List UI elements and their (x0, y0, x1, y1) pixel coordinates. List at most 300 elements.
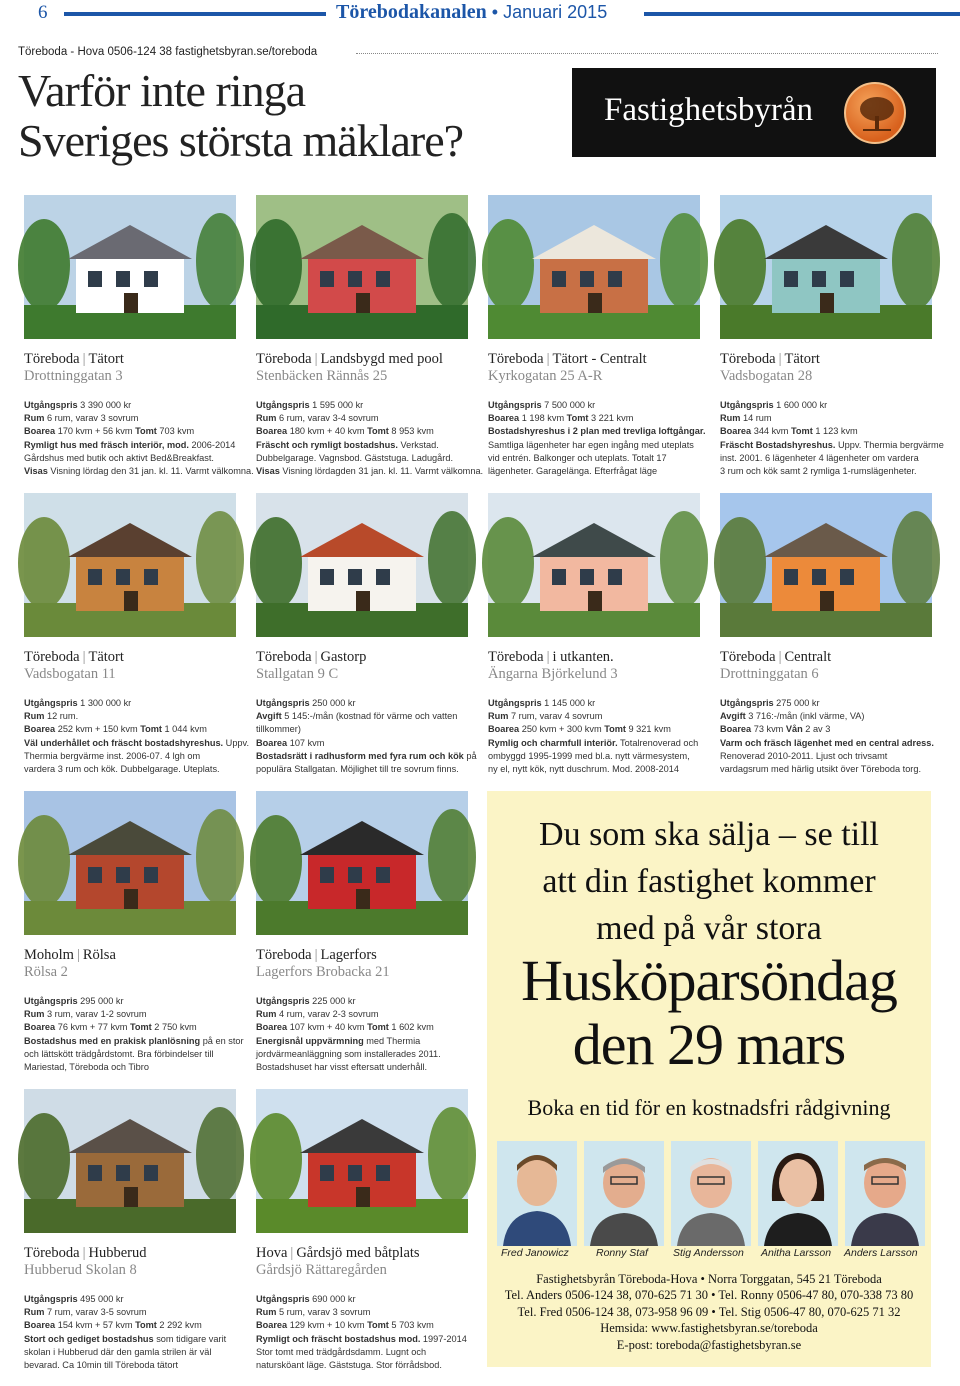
issue-date: Januari 2015 (503, 2, 608, 22)
detail-label: Tomt (140, 724, 162, 735)
detail-line (720, 723, 932, 736)
listing-place: Töreboda (488, 649, 544, 665)
detail-label: Boarea (24, 1320, 56, 1331)
detail-line (24, 465, 254, 478)
detail-line (24, 452, 236, 465)
title-separator: | (82, 1245, 86, 1261)
listing-card (488, 493, 700, 776)
listing-area: Landsbygd med pool (320, 351, 443, 367)
detail-line (256, 439, 468, 452)
detail-label: Fräscht Bostadshyreshus. (720, 439, 836, 450)
detail-label: Bostadsrätt i radhusform med fyra rum och kök (256, 750, 464, 761)
detail-text: 5 145:-/mån (kostnad för värme och vatten (281, 711, 458, 722)
detail-line (256, 452, 468, 465)
detail-text: 2006-2014 (188, 439, 236, 450)
detail-text: Gårdshus med butik och aktivt Bed&Breakfast. (24, 452, 214, 463)
promo-cta: Boka en tid för en kostnadsfri rådgivning (527, 1095, 891, 1120)
listing-details (24, 399, 254, 478)
detail-line (24, 425, 236, 438)
contact-line: Tel. Anders 0506-124 38, 070-625 71 30 • Tel. Ronny 0506-47 80, 070-338 73 80 (504, 1288, 914, 1303)
detail-line (256, 1306, 468, 1319)
detail-line (24, 697, 236, 710)
detail-line (488, 750, 700, 763)
detail-line (24, 763, 236, 776)
detail-text: 76 kvm + 77 kvm (55, 1022, 130, 1033)
detail-line (720, 710, 932, 723)
listing-details (24, 1293, 236, 1372)
detail-text: 14 rum (740, 413, 772, 424)
detail-line (720, 763, 932, 776)
detail-line (24, 737, 249, 750)
detail-line (488, 710, 700, 723)
property-photo (24, 791, 236, 935)
listing-address: Drottninggatan 6 (720, 666, 819, 682)
detail-line (24, 1319, 236, 1332)
detail-text: 250 000 kr (309, 698, 356, 708)
detail-label: Rymligt och fräscht bostadshus mod. (256, 1333, 421, 1344)
title-separator: | (546, 649, 550, 665)
listing-details (720, 697, 932, 776)
detail-label: Stort och gediget bostadshus (24, 1333, 154, 1344)
detail-text: 1 300 000 kr (77, 698, 132, 708)
detail-text: vardera 3 rum och kök. Dubbelgarage. Uteplats. (24, 764, 220, 775)
detail-text: 3 rum, varav 1-2 sovrum (44, 1009, 147, 1020)
website-link[interactable]: Hemsida: www.fastighetsbyran.se/toreboda (600, 1321, 818, 1336)
agent-photo (584, 1141, 664, 1246)
listing-area: Lagerfors (320, 947, 377, 963)
detail-line (256, 1035, 468, 1048)
detail-text: 180 kvm + 40 kvm (287, 426, 368, 437)
listing-details (24, 697, 249, 776)
detail-text: 2 292 kvm (156, 1320, 202, 1331)
detail-line (256, 737, 468, 750)
detail-text: Dubbelgarage. Vagnsbod. Gäststuga. Ladugård. (256, 452, 453, 463)
email-link[interactable]: E-post: toreboda@fastighetsbyran.se (616, 1337, 802, 1352)
detail-text: vid entrén. Balkonger och uteplats. Totalt 17 (488, 452, 667, 463)
detail-label: Bostadshus med en prakisk planlösning (24, 1035, 201, 1046)
detail-text: Bostadshuset har visst eftersatt underhåll. (256, 1062, 428, 1073)
detail-label: Rum (24, 413, 45, 424)
detail-text: Verkstad. (397, 439, 439, 450)
detail-text: Mariestad, Töreboda och Tibro (24, 1062, 149, 1073)
detail-label: Utgångspris (256, 698, 310, 708)
headline-line-2: Sveriges största mäklare? (18, 115, 464, 166)
detail-text: 295 000 kr (77, 996, 124, 1006)
detail-line (720, 399, 932, 412)
detail-label: Boarea (256, 737, 288, 748)
detail-line (24, 750, 236, 763)
detail-text: 703 kvm (156, 426, 195, 437)
detail-label: Tomt (135, 426, 157, 437)
detail-line (256, 465, 484, 478)
detail-text: Samtliga lägenheter har egen ingång med uteplats (488, 439, 694, 450)
detail-text: 5 rum, varav 3 sovrum (276, 1307, 371, 1318)
detail-line (256, 995, 468, 1008)
detail-label: Avgift (256, 711, 282, 722)
detail-label: Varm och fräsch lägenhet med en central adress. (720, 737, 934, 748)
detail-text: 4 rum, varav 2-3 sovrum (276, 1009, 379, 1020)
detail-line (256, 1333, 468, 1346)
detail-text: natursköant läge. Gäststuga. Stor förrådsbod. (256, 1360, 442, 1371)
detail-line (256, 1293, 468, 1306)
detail-label: Avgift (720, 711, 746, 722)
detail-line (488, 723, 700, 736)
listing-address: Vadsbogatan 28 (720, 368, 813, 384)
detail-label: Boarea (256, 1022, 288, 1033)
header-rule-right (644, 12, 960, 16)
detail-text: Thermia bergvärme inst. 2006-07. 4 lgh om (24, 750, 201, 761)
advertiser-line: Töreboda - Hova 0506-124 38 fastighetsbyran.se/toreboda (18, 46, 318, 58)
listing-area: Tätort (784, 351, 820, 367)
detail-line (720, 452, 932, 465)
detail-line (488, 439, 700, 452)
detail-line (24, 1035, 244, 1048)
detail-text: 3 221 kvm (588, 413, 634, 424)
agent-photo (671, 1141, 751, 1246)
detail-line (256, 750, 477, 763)
detail-label: Rymlig och charmfull interiör. (488, 737, 618, 748)
title-separator: | (314, 649, 318, 665)
detail-line (24, 412, 236, 425)
detail-label: Utgångspris (720, 698, 774, 708)
listing-card (24, 1089, 236, 1372)
detail-line (24, 710, 236, 723)
detail-text: 9 321 kvm (625, 724, 671, 735)
detail-text: vardagsrum med härlig utsikt över Töreboda torg. (720, 764, 922, 775)
detail-text: jordvärmeanläggning som installerades 2011. (256, 1048, 441, 1059)
detail-line (256, 412, 468, 425)
listing-details (256, 995, 468, 1074)
detail-label: Rum (488, 711, 509, 722)
listing-title (256, 947, 468, 964)
detail-text: 1997-2014 (420, 1333, 467, 1344)
detail-line (256, 1021, 468, 1034)
listing-address: Vadsbogatan 11 (24, 666, 116, 682)
promo-lead (487, 811, 931, 952)
detail-line (24, 1021, 236, 1034)
detail-text: lägenheter. Garagelänga. Efterfrågat läge (488, 466, 658, 477)
detail-line (488, 399, 700, 412)
detail-label: Utgångspris (488, 400, 542, 410)
detail-line (720, 412, 932, 425)
detail-label: Fräscht och rymligt bostadshus. (256, 439, 398, 450)
agent-photo (758, 1141, 838, 1246)
listing-address: Ängarna Björkelund 3 (488, 666, 618, 682)
title-separator: | (314, 351, 318, 367)
detail-line (24, 1008, 236, 1021)
detail-text: 1 145 000 kr (541, 698, 596, 708)
masthead (336, 1, 636, 24)
listing-address: Drottninggatan 3 (24, 368, 123, 384)
header-rule-left (64, 12, 326, 16)
listing-title (24, 947, 236, 964)
detail-label: Boarea (24, 426, 56, 437)
title-separator: | (76, 947, 80, 963)
detail-label: Tomt (790, 426, 813, 437)
detail-line (24, 1359, 236, 1372)
detail-label: Rum (256, 1009, 277, 1020)
detail-label: Visas (24, 466, 48, 477)
listing-card (24, 493, 249, 776)
listing-place: Töreboda (256, 947, 312, 963)
title-separator: | (546, 351, 550, 367)
property-photo (24, 195, 236, 339)
page-number: 6 (38, 2, 48, 23)
detail-text: Renoverad 2010-2011. Ljust och trivsamt (720, 750, 888, 761)
detail-text: 344 kvm (751, 426, 791, 437)
detail-line (720, 737, 932, 750)
listing-place: Töreboda (24, 351, 80, 367)
agent-name: Anitha Larsson (761, 1247, 832, 1259)
detail-text: 7 rum, varav 4 sovrum (508, 711, 603, 722)
detail-text: bevarad. Ca 10min till Töreboda tätort (24, 1360, 179, 1371)
listing-card (24, 195, 254, 478)
detail-label: Utgångspris (24, 1294, 78, 1304)
listing-card (256, 791, 468, 1074)
title-separator: | (82, 649, 86, 665)
title-separator: | (82, 351, 86, 367)
detail-label: Utgångspris (24, 698, 78, 708)
masthead-bullet: • (491, 2, 499, 22)
detail-line (24, 399, 236, 412)
dotted-rule (356, 53, 938, 54)
detail-text: Visning lördagden 31 jan. kl. 11. Varmt välkomna. (279, 466, 484, 477)
detail-line (256, 1319, 468, 1332)
detail-text: 1 044 kvm (161, 724, 207, 735)
detail-label: Tomt (367, 426, 389, 437)
contact-line: Fastighetsbyrån Töreboda-Hova • Norra Torggatan, 545 21 Töreboda (536, 1272, 882, 1286)
property-photo (488, 493, 700, 637)
detail-label: Boarea (256, 426, 288, 437)
detail-text: 170 kvm + 56 kvm (55, 426, 136, 437)
brand-banner (572, 68, 936, 157)
detail-line (256, 1061, 468, 1074)
detail-label: Rum (24, 711, 45, 722)
listing-place: Hova (256, 1245, 288, 1261)
brand-name: Fastighetsbyrån (604, 92, 813, 128)
detail-text: 252 kvm + 150 kvm (55, 724, 141, 735)
detail-label: Rymligt hus med fräsch interiör, mod. (24, 439, 189, 450)
listing-address: Kyrkogatan 25 A-R (488, 368, 603, 384)
masthead-name: Törebodakanalen (336, 1, 487, 23)
listing-place: Töreboda (488, 351, 544, 367)
detail-line (256, 697, 468, 710)
listing-details (256, 1293, 468, 1372)
listing-area: Tätort - Centralt (552, 351, 647, 367)
detail-line (720, 425, 932, 438)
detail-text: 129 kvm + 10 kvm (287, 1320, 368, 1331)
listing-title (488, 649, 700, 666)
detail-label: Bostadshyreshus i 2 plan med trevliga loftgångar. (488, 426, 706, 437)
detail-line (488, 697, 700, 710)
listing-area: Tätort (88, 351, 124, 367)
detail-text: 495 000 kr (77, 1294, 124, 1304)
detail-label: Tomt (566, 413, 589, 424)
title-separator: | (778, 649, 782, 665)
detail-line (256, 1359, 468, 1372)
detail-text: 6 rum, varav 3-4 sovrum (276, 413, 379, 424)
detail-text: 107 kvm + 40 kvm (287, 1022, 368, 1033)
detail-label: Rum (256, 413, 277, 424)
detail-line (24, 995, 236, 1008)
detail-text: Uppv. (223, 737, 249, 748)
detail-label: Vån (785, 724, 803, 735)
detail-label: Väl underhållet och fräscht bostadshyreshus. (24, 737, 224, 748)
listing-card (256, 195, 484, 478)
listing-place: Töreboda (24, 649, 80, 665)
listing-card (720, 195, 944, 478)
detail-text: 1 595 000 kr (309, 400, 364, 410)
detail-label: Boarea (256, 1320, 288, 1331)
detail-text: 73 kvm (751, 724, 786, 735)
detail-label: Tomt (129, 1022, 152, 1033)
listing-title (720, 649, 932, 666)
promo-lead-line: att din fastighet kommer (542, 863, 876, 900)
event-name: Husköparsöndag (521, 948, 897, 1013)
listing-area: i utkanten. (552, 649, 614, 665)
property-photo (256, 195, 468, 339)
listing-title (488, 351, 700, 368)
agent-name: Ronny Staf (596, 1247, 648, 1259)
detail-label: Boarea (720, 724, 752, 735)
listing-details (256, 399, 484, 478)
property-photo (24, 493, 236, 637)
detail-text: Stor tomt med trädgårdsdamm. Lugnt och (256, 1346, 427, 1357)
listing-place: Töreboda (256, 649, 312, 665)
detail-text: 5 703 kvm (388, 1320, 434, 1331)
agent-name: Anders Larsson (844, 1247, 918, 1259)
detail-label: Tomt (604, 724, 626, 735)
event-date: den 29 mars (572, 1012, 846, 1077)
detail-text: 107 kvm (287, 737, 325, 748)
detail-label: Utgångspris (488, 698, 542, 708)
listing-area: Centralt (784, 649, 832, 665)
detail-label: Tomt (367, 1320, 389, 1331)
listing-place: Töreboda (256, 351, 312, 367)
detail-text: 154 kvm + 57 kvm (55, 1320, 136, 1331)
detail-label: Boarea (488, 724, 520, 735)
agent-name: Fred Janowicz (501, 1247, 569, 1259)
detail-label: Utgångspris (256, 1294, 310, 1304)
detail-line (720, 697, 932, 710)
headline-line-1: Varför inte ringa (18, 65, 305, 116)
listing-address: Stallgatan 9 C (256, 666, 339, 682)
listing-area: Gårdsjö med båtplats (296, 1245, 420, 1261)
detail-text: tillkommer) (256, 724, 301, 735)
listing-title (24, 649, 236, 666)
detail-line (488, 412, 700, 425)
listing-place: Moholm (24, 947, 74, 963)
detail-label: Tomt (135, 1320, 157, 1331)
detail-line (256, 710, 468, 723)
detail-line (24, 1048, 236, 1061)
title-separator: | (778, 351, 782, 367)
detail-text: ombyggd 1995-1999 med bl.a. nytt värmesystem, (488, 750, 690, 761)
detail-text: 7 rum, varav 3-5 sovrum (44, 1307, 147, 1318)
detail-text: 8 953 kvm (388, 426, 434, 437)
detail-text: som tidigare varit (153, 1333, 227, 1344)
property-photo (720, 493, 932, 637)
listing-details (488, 697, 700, 776)
listing-card (256, 1089, 468, 1372)
promo-lead-line: med på vår stora (596, 910, 822, 947)
detail-text: Uppv. Thermia bergvärme (835, 439, 944, 450)
detail-line (488, 763, 700, 776)
detail-text: skolan i Hubberud där den gamla strilen är väl (24, 1346, 212, 1357)
detail-text: 7 500 000 kr (541, 400, 596, 410)
promo-box (487, 791, 931, 1367)
detail-text: Totalrenoverad och (617, 737, 699, 748)
detail-label: Utgångspris (24, 996, 78, 1006)
detail-label: Rum (24, 1307, 45, 1318)
detail-line (24, 1346, 236, 1359)
promo-event (487, 949, 931, 1077)
property-photo (256, 493, 468, 637)
detail-label: Boarea (720, 426, 752, 437)
listing-area: Hubberud (88, 1245, 147, 1261)
detail-label: Utgångspris (256, 996, 310, 1006)
listing-address: Lagerfors Brobacka 21 (256, 964, 390, 980)
listing-address: Gårdsjö Rättaregården (256, 1262, 387, 1278)
detail-line (488, 737, 700, 750)
listing-address: Rölsa 2 (24, 964, 68, 980)
detail-text: 225 000 kr (309, 996, 356, 1006)
detail-text: ny el, nytt kök, nytt duschrum. Mod. 2008-2014 (488, 764, 679, 775)
title-separator: | (290, 1245, 294, 1261)
detail-label: Energisnål uppvärmning (256, 1035, 364, 1046)
listing-title (720, 351, 932, 368)
detail-label: Visas (256, 466, 280, 477)
detail-text: 12 rum. (44, 711, 79, 722)
title-separator: | (314, 947, 318, 963)
detail-line (488, 425, 706, 438)
detail-label: Tomt (367, 1022, 389, 1033)
ad-headline (18, 66, 463, 166)
detail-text: 3 716:-/mån (inkl värme, VA) (745, 711, 865, 722)
detail-line (256, 1048, 468, 1061)
listing-card (24, 791, 244, 1074)
detail-line (256, 723, 468, 736)
detail-line (256, 763, 468, 776)
detail-line (24, 723, 236, 736)
listing-title (256, 351, 468, 368)
detail-text: på en stor (200, 1035, 244, 1046)
listing-title (256, 649, 468, 666)
detail-line (24, 439, 236, 452)
detail-label: Rum (256, 1307, 277, 1318)
oak-tree-logo-icon (844, 82, 906, 144)
detail-text: populära Stallgatan. Möjlighet till tre sovrum finns. (256, 764, 459, 775)
property-photo (488, 195, 700, 339)
detail-label: Boarea (488, 413, 520, 424)
listing-details (24, 995, 244, 1074)
listing-place: Töreboda (24, 1245, 80, 1261)
detail-text: på (463, 750, 477, 761)
listing-address: Hubberud Skolan 8 (24, 1262, 137, 1278)
detail-label: Utgångspris (256, 400, 310, 410)
listing-title (24, 351, 236, 368)
detail-line (24, 1061, 236, 1074)
detail-text: 2 av 3 (802, 724, 831, 735)
detail-line (256, 1346, 468, 1359)
detail-text: 6 rum, varav 3 sovrum (44, 413, 139, 424)
detail-line (256, 1008, 468, 1021)
detail-line (720, 439, 944, 452)
detail-text: 1 600 000 kr (773, 400, 828, 410)
detail-line (488, 465, 700, 478)
detail-text: 690 000 kr (309, 1294, 356, 1304)
listing-place: Töreboda (720, 649, 776, 665)
